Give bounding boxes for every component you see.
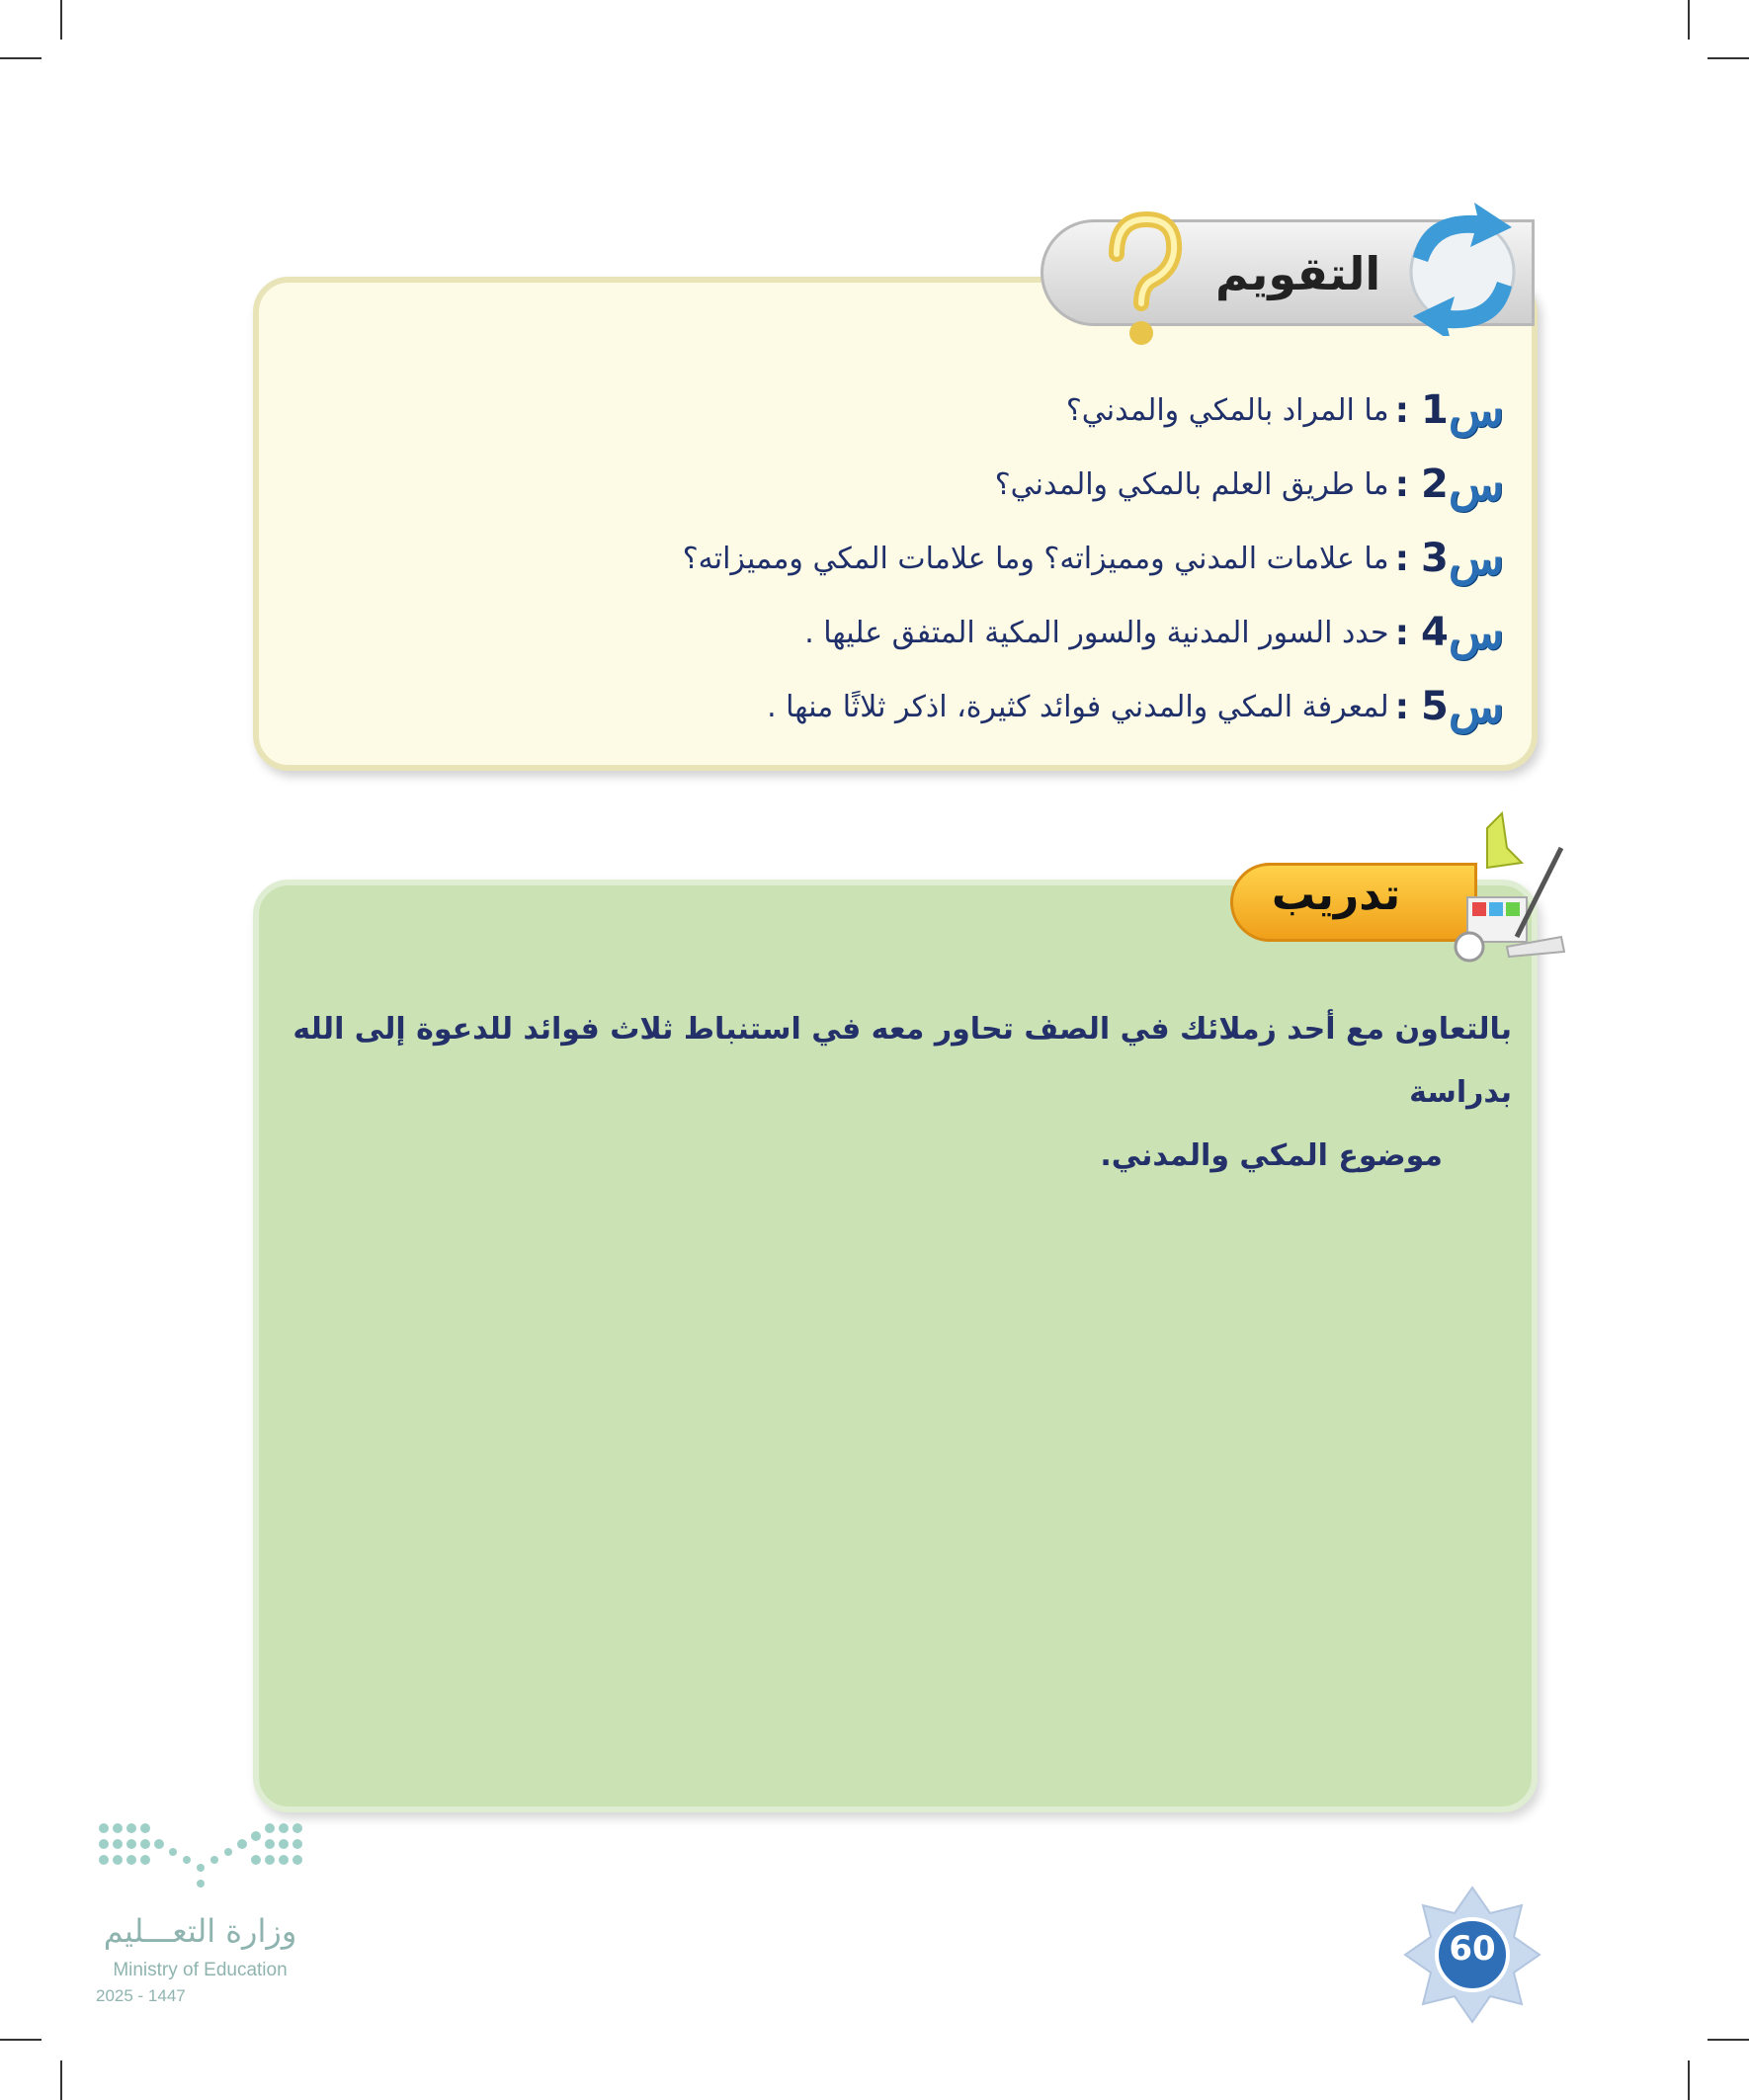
- stationery-tools-icon: [1448, 808, 1566, 966]
- question-item: [1066, 376, 1504, 445]
- training-text-line1: بالتعاون مع أحد زملائك في الصف تحاور معه في استنباط ثلاث فوائد للدعوة إلى الله بدراسة: [292, 1012, 1512, 1110]
- training-instructions: [277, 998, 1512, 1188]
- ministry-name-arabic: وزارة التعـــليم: [103, 1912, 297, 1950]
- question-text: ما المراد بالمكي والمدني؟: [1065, 392, 1389, 428]
- question-number: 2: [1421, 462, 1449, 507]
- question-item: [995, 450, 1504, 519]
- question-colon: :: [1394, 612, 1409, 653]
- training-title: تدريب: [1271, 870, 1401, 920]
- question-colon: :: [1394, 538, 1409, 579]
- question-number: 4: [1421, 610, 1449, 655]
- question-badge: س: [1448, 383, 1504, 437]
- question-mark-icon: [1097, 210, 1186, 358]
- edition-year: 2025 - 1447: [96, 1986, 186, 2005]
- question-item: [804, 598, 1504, 667]
- question-badge: س: [1448, 680, 1504, 733]
- question-number: 5: [1421, 684, 1449, 729]
- ministry-name-english: Ministry of Education: [113, 1960, 288, 1980]
- question-item: [683, 524, 1504, 593]
- crop-mark: [1707, 2039, 1749, 2041]
- training-text-line2: موضوع المكي والمدني.: [1100, 1138, 1443, 1173]
- arrow-globe-icon: [1383, 198, 1541, 336]
- question-number: 1: [1421, 387, 1449, 433]
- crop-mark: [1688, 0, 1690, 40]
- crop-mark: [60, 0, 62, 40]
- question-number: 3: [1421, 536, 1449, 581]
- question-text: حدد السور المدنية والسور المكية المتفق عليها .: [804, 615, 1389, 650]
- crop-mark: [0, 57, 42, 59]
- question-badge: س: [1448, 532, 1504, 585]
- question-badge: س: [1448, 606, 1504, 659]
- question-text: لمعرفة المكي والمدني فوائد كثيرة، اذكر ثلاثًا منها .: [767, 689, 1389, 724]
- crop-mark: [60, 2060, 62, 2100]
- question-colon: :: [1394, 686, 1409, 727]
- page-number: 60: [1449, 1929, 1496, 1969]
- evaluation-title: التقويم: [1215, 247, 1381, 300]
- question-colon: :: [1394, 463, 1409, 505]
- crop-mark: [1707, 57, 1749, 59]
- question-badge: س: [1448, 458, 1504, 511]
- question-item: [767, 672, 1504, 741]
- question-colon: :: [1394, 389, 1409, 431]
- crop-mark: [0, 2039, 42, 2041]
- question-text: ما طريق العلم بالمكي والمدني؟: [994, 466, 1389, 502]
- question-text: ما علامات المدني ومميزاته؟ وما علامات المكي ومميزاته؟: [682, 541, 1389, 576]
- crop-mark: [1688, 2060, 1690, 2100]
